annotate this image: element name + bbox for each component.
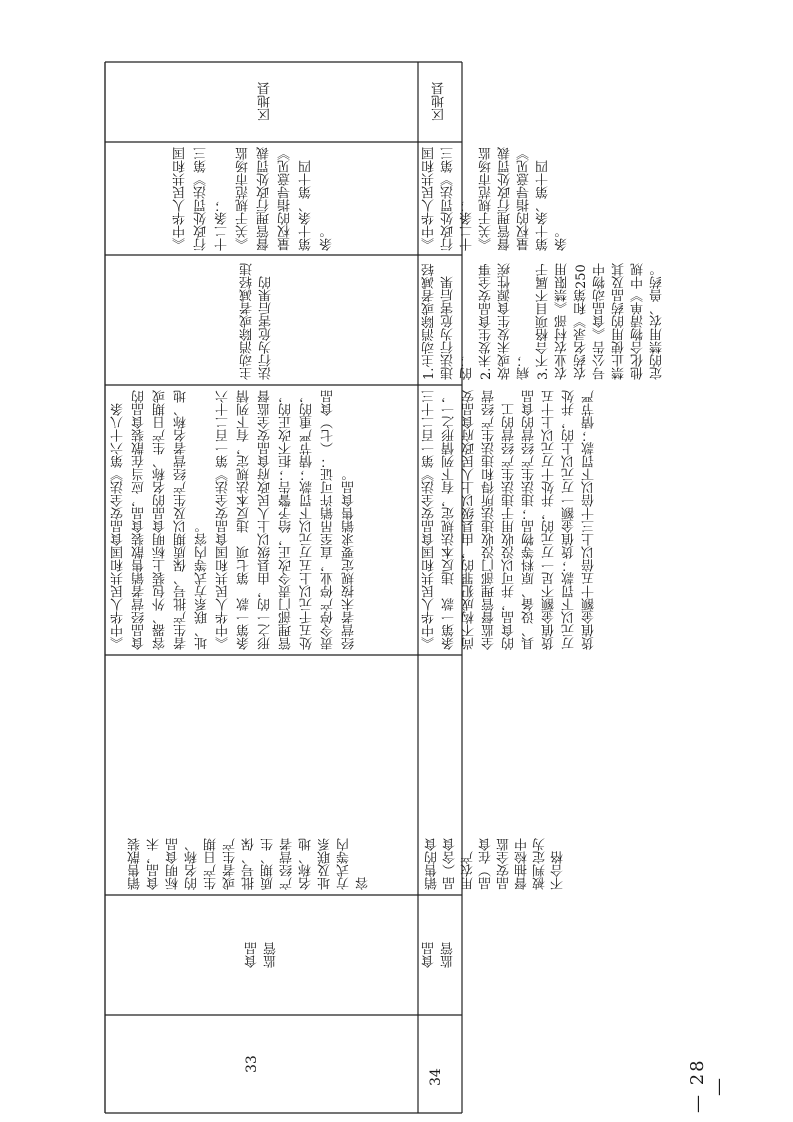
page-number: — 28 —	[687, 1058, 729, 1114]
row-33-mitigating-condition: 主动消除或者减轻违法行为危害后果的	[240, 263, 274, 380]
row-34-reference: 《中华人民共和国行政处罚法》第三十二条； 《关于规范市场监督管理行政处罚裁量权的指导意见》第十条、第十四条。	[422, 147, 570, 251]
row-33-item: 销售散装 食品，未 标明食品 的名称、 生产日期 或者生产 批号、保 质期、生 产经营者 名称、地 址及联系 方式等内 容	[128, 838, 371, 890]
row-33-number: 33	[244, 1055, 260, 1073]
row-34-category: 食品 监管	[422, 942, 456, 968]
row-33-reference: 《中华人民共和国行政处罚法》第三十二条； 《关于规范市场监督管理行政处罚裁量权的指导意见》第十条、第十四条。	[173, 147, 335, 251]
row-34-number: 34	[428, 1068, 444, 1087]
row-34-legal-basis: 《中华人民共和国食品安全法》第一百二十三条第一款 违反本法规定，有下列情形之一，尚不构成犯罪的，由县级以上人民政府食品安全监督管理部门没收违法所得和违法生产经营的食品，并可以没收用于违法生产经营的工具、设备、原料等物品；违法生产经营的食品货值金额不足一万元的，并处十万元以上十五万元以下罚款；货值金额一万元以上的，并处货值金额十五倍以上三十倍以下罚款；情节严	[422, 390, 597, 650]
row-33-legal-basis: 《中华人民共和国食品安全法》第六十八条 食品经营者销售散装食品，应当在散装食品的容器、外包装上标明食品的名称、生产日期或者生产批号、保质期以及生产经营者名称、地址、联系方式等内容。 《中华人民共和国食品安全法》第一百二十六条第一款 第七项 违反本法规定，有下列情形之一的，由县级以上人民政府食品安全监督管理部门责令改正，给予警告；拒不改正的，处五千元以上五万元以下罚款；情节严重的，责令停产停业，直至吊销许可证：（七）食品经营者未按规定要求销售食品。	[111, 390, 357, 650]
row-33-scope: 区地县	[258, 82, 273, 122]
row-33-category: 食品 监管	[245, 942, 279, 968]
row-34-mitigating-condition: 1.主动消除或者减轻违法行为危害后果的； 2.未发生食品安全事故或未发生食源性疾病； 3.不合格项目不属于农业农村部《禁限用农药名录》和第250号公告《食品动物中禁止使用的药品及其他化合物清单》中规定的禁用农、兽药。	[422, 263, 665, 380]
row-34-scope: 区地县	[432, 82, 447, 122]
row-34-item: 销售的食 品（含食 用农产 品）在食 品安全监 督抽检中 被判定为 不合格	[425, 838, 566, 890]
